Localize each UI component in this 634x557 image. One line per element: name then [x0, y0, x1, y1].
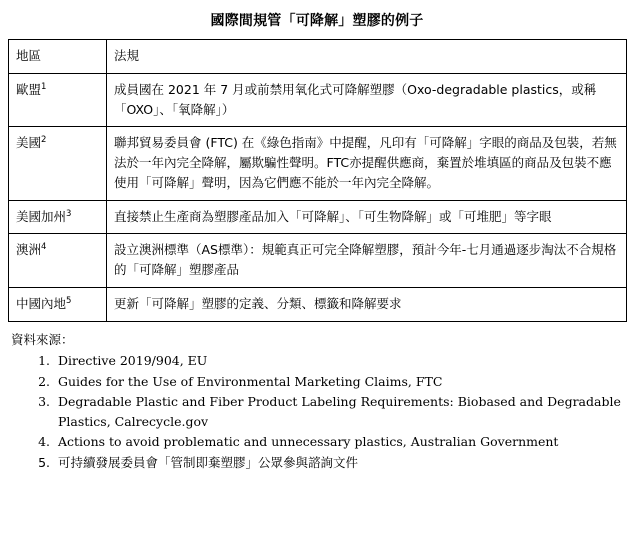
- regulation-cell: 成員國在 2021 年 7 月或前禁用氧化式可降解塑膠（Oxo-degradable plastics，或稱「OXO」、「氧降解」）: [107, 73, 627, 127]
- sources-label: 資料來源：: [11, 331, 74, 347]
- column-header-region: 地區: [9, 40, 107, 74]
- table-row: [9, 234, 627, 288]
- footnote-marker: 5: [66, 295, 72, 306]
- region-cell: [9, 73, 107, 127]
- table-row: [9, 287, 627, 321]
- column-header-regulation: 法規: [107, 40, 627, 74]
- list-item: 1. Directive 2019/904, EU: [54, 351, 626, 371]
- region-name: 澳洲: [16, 242, 42, 258]
- region-cell: [9, 234, 107, 288]
- region-cell: [9, 200, 107, 234]
- footnote-marker: 3: [66, 208, 72, 219]
- region-name: 中國內地: [16, 295, 67, 311]
- table-header-row: [9, 40, 627, 74]
- regulations-table: [8, 39, 627, 322]
- page-title: 國際間規管「可降解」塑膠的例子: [210, 13, 424, 29]
- footnote-marker: 1: [41, 81, 47, 92]
- regulation-cell: 設立澳洲標準（AS標準）：規範真正可完全降解塑膠，預計今年-七月通過逐步淘汰不合規格的「可降解」塑膠產品: [107, 234, 627, 288]
- footnote-marker: 4: [41, 242, 47, 253]
- table-row: [9, 200, 627, 234]
- region-name: 美國: [16, 135, 42, 151]
- list-item: 2. Guides for the Use of Environmental Marketing Claims, FTC: [54, 372, 626, 392]
- region-cell: [9, 287, 107, 321]
- region-name: 歐盟: [16, 81, 42, 97]
- regulation-cell: 聯邦貿易委員會 (FTC) 在《綠色指南》中提醒，凡印有「可降解」字眼的商品及包裝，若無法於一年內完全降解，屬欺騙性聲明。FTC亦提醒供應商，棄置於堆填區的商品及包裝不應使用「可降解」聲明，因為它們應不能於一年內完全降解。: [107, 127, 627, 200]
- list-item: 4. Actions to avoid problematic and unnecessary plastics, Australian Government: [54, 432, 626, 452]
- sources-list: [8, 351, 626, 473]
- list-item: 3. Degradable Plastic and Fiber Product Labeling Requirements: Biobased and Degradable Plastics, Calrecycle.gov: [54, 392, 626, 433]
- table-row: [9, 73, 627, 127]
- list-item: 5. 可持續發展委員會「管制即棄塑膠」公眾參與諮詢文件: [54, 453, 626, 473]
- footnote-marker: 2: [41, 135, 47, 146]
- region-cell: [9, 127, 107, 200]
- regulation-cell: 直接禁止生產商為塑膠產品加入「可降解」、「可生物降解」或「可堆肥」等字眼: [107, 200, 627, 234]
- region-name: 美國加州: [16, 208, 67, 224]
- regulation-cell: 更新「可降解」塑膠的定義、分類、標籤和降解要求: [107, 287, 627, 321]
- table-row: [9, 127, 627, 200]
